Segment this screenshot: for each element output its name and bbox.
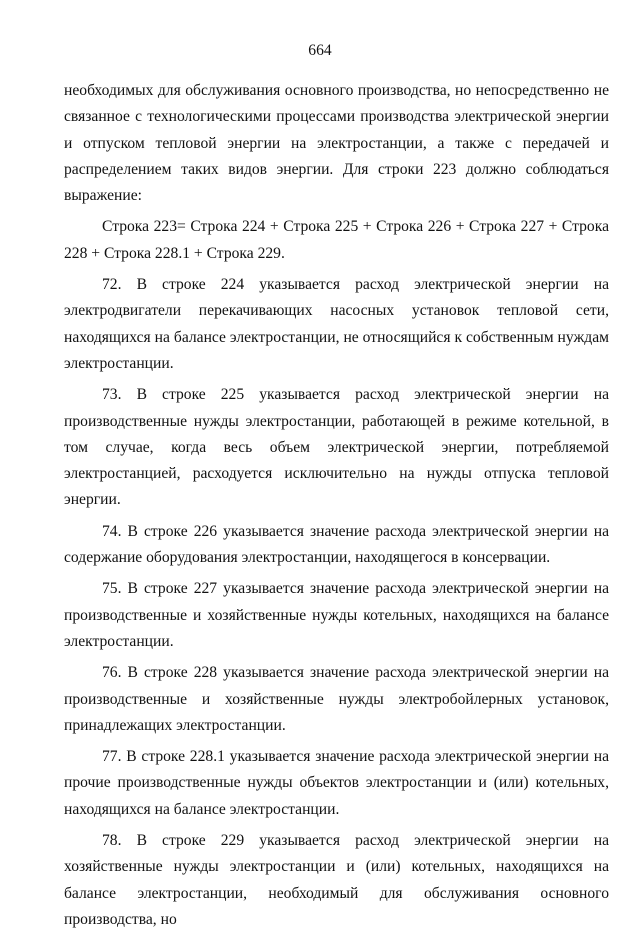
paragraph-77: 77. В строке 228.1 указывается значение расхода электрической энергии на прочие производственные нужды объектов электростанции и (или) котельных, находящихся на балансе электростанции. — [64, 748, 609, 818]
page-number: 664 — [308, 42, 332, 59]
paragraph-75: 75. В строке 227 указывается значение расхода электрической энергии на производственные и хозяйственные нужды котельных, находящихся на балансе электростанции. — [64, 580, 609, 650]
continuation-paragraph: необходимых для обслуживания основного производства, но непосредственно не связанное с технологическими процессами производства электрической энергии и отпуском тепловой энергии на электростанции, а также с передачей и распределением таких видов энергии. Для строки 223 должно соблюдаться выражение: — [64, 82, 609, 205]
paragraph-73: 73. В строке 225 указывается расход электрической энергии на производственные нужды электростанции, работающей в режиме котельной, в том случае, когда весь объем электрической энергии, потребляемой электростанцией, расходуется исключительно на нужды отпуска тепловой энергии. — [64, 386, 609, 509]
formula-line: Строка 223= Строка 224 + Строка 225 + Строка 226 + Строка 227 + Строка 228 + Строка 228.1 + Строка 229. — [64, 218, 609, 262]
paragraph-78: 78. В строке 229 указывается расход электрической энергии на хозяйственные нужды электростанции и (или) котельных, находящихся на балансе электростанции, необходимый для обслуживания основного производства, но — [64, 832, 609, 928]
paragraph-74: 74. В строке 226 указывается значение расхода электрической энергии на содержание оборудования электростанции, находящегося в консервации. — [64, 522, 609, 567]
paragraph-76: 76. В строке 228 указывается значение расхода электрической энергии на производственные и хозяйственные нужды электробойлерных установок, принадлежащих электростанции. — [64, 664, 609, 734]
document-body — [64, 78, 609, 933]
paragraph-72: 72. В строке 224 указывается расход электрической энергии на электродвигатели перекачивающих насосных установок тепловой сети, находящихся на балансе электростанции, не относящийся к собственным нуждам электростанции. — [64, 276, 609, 372]
